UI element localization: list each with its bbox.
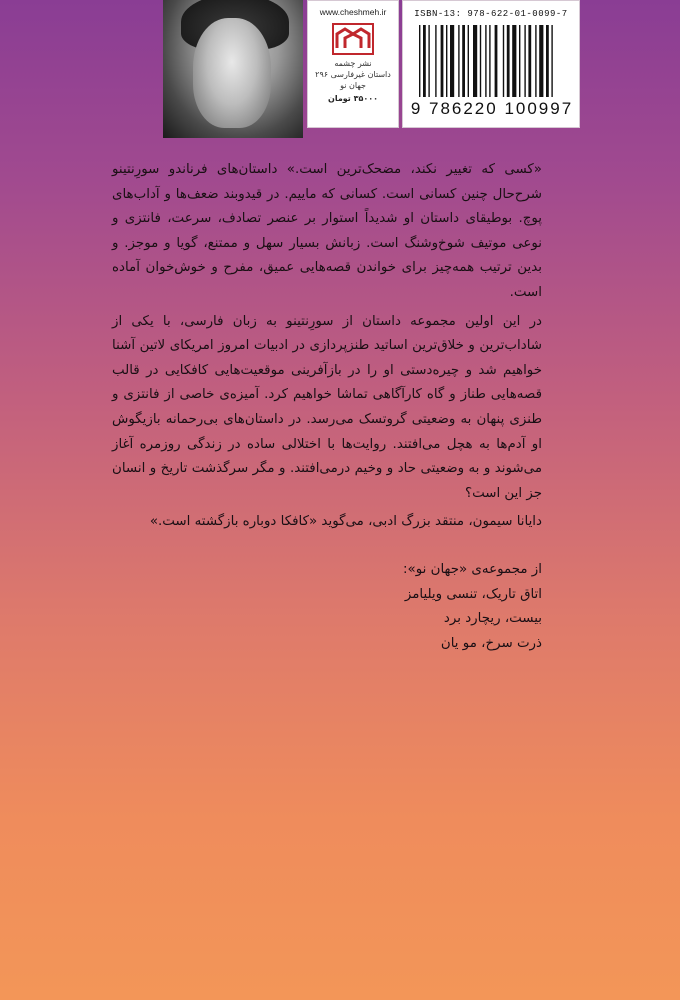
back-cover-description <box>112 158 542 535</box>
author-photo <box>163 0 303 138</box>
cheshmeh-logo-icon <box>331 22 375 56</box>
description-paragraph-2: در این اولین مجموعه داستان از سورِنتینو به زبان فارسی، با یکی از شاداب‌ترین و خلاق‌ترین اساتید طنزپردازی در ادبیات امروز امریکای لاتین آشنا خواهیم شد و چیره‌دستی او را در بازآفرینی موقعیت‌هایی کافکایی در قالب قصه‌هایی طناز و گاه کارآگاهی تماشا خواهیم کرد. آمیزه‌ی خاصی از فانتزی و طنزی پنهان به وضعیتی گروتسک می‌رسد. در داستان‌های بی‌رحمانه بازیگوش او آدم‌ها به هچل می‌افتند. روایت‌ها با اختلالی ساده در زندگی روزمره آغاز می‌شوند و به وضعیتی حاد و وخیم درمی‌افتند. و مگر سرگذشت تاریخ و انسان جز این است؟ <box>112 313 542 501</box>
price-label: ۳۵۰۰۰ تومان <box>327 94 378 103</box>
publisher-box <box>307 0 399 128</box>
publisher-website[interactable]: www.cheshmeh.ir <box>319 7 387 17</box>
series-item: اتاق تاریک، تنسی ویلیامز <box>404 586 542 602</box>
barcode-digits: 9 786220 100997 <box>410 99 574 118</box>
series-number: داستان غیرفارسی ۲۹۶ <box>315 70 391 79</box>
barcode-icon <box>419 25 565 97</box>
series-heading: از مجموعه‌ی «جهان نو»: <box>403 562 542 577</box>
series-list <box>112 558 542 656</box>
series-item: بیست، ریچارد برد <box>443 611 542 627</box>
top-strip <box>0 0 680 140</box>
critic-quote: دایانا سیمون، منتقد بزرگ ادبی، می‌گوید «کافکا دوباره بازگشته است.» <box>149 514 542 530</box>
isbn-label: ISBN-13: 978-622-01-0099-7 <box>414 9 568 19</box>
description-paragraph-1: «کسی که تغییر نکند، مضحک‌ترین است.» داستان‌های فرناندو سورِنتینو شرح‌حال چنین کسانی است. کسانی که ماییم. در قیدوبند ضعف‌ها و آداب‌های پوچ. بوطیقای داستان او شدیداً استوار بر عنصر تصادف، سرعت، فانتزی و نوعی موتیف شوخ‌وشنگ است. زبانش بسیار سهل و ممتنع، گویا و موجز. و بدین ترتیب همه‌چیز برای خواندن قصه‌هایی عمیق، مفرح و خوش‌خوان آماده است. <box>112 162 542 300</box>
series-item: ذرت سرخ، مو یان <box>440 635 542 651</box>
series-name: جهان نو <box>340 81 366 90</box>
barcode-box <box>402 0 580 128</box>
publisher-name: نشر چشمه <box>334 59 372 68</box>
